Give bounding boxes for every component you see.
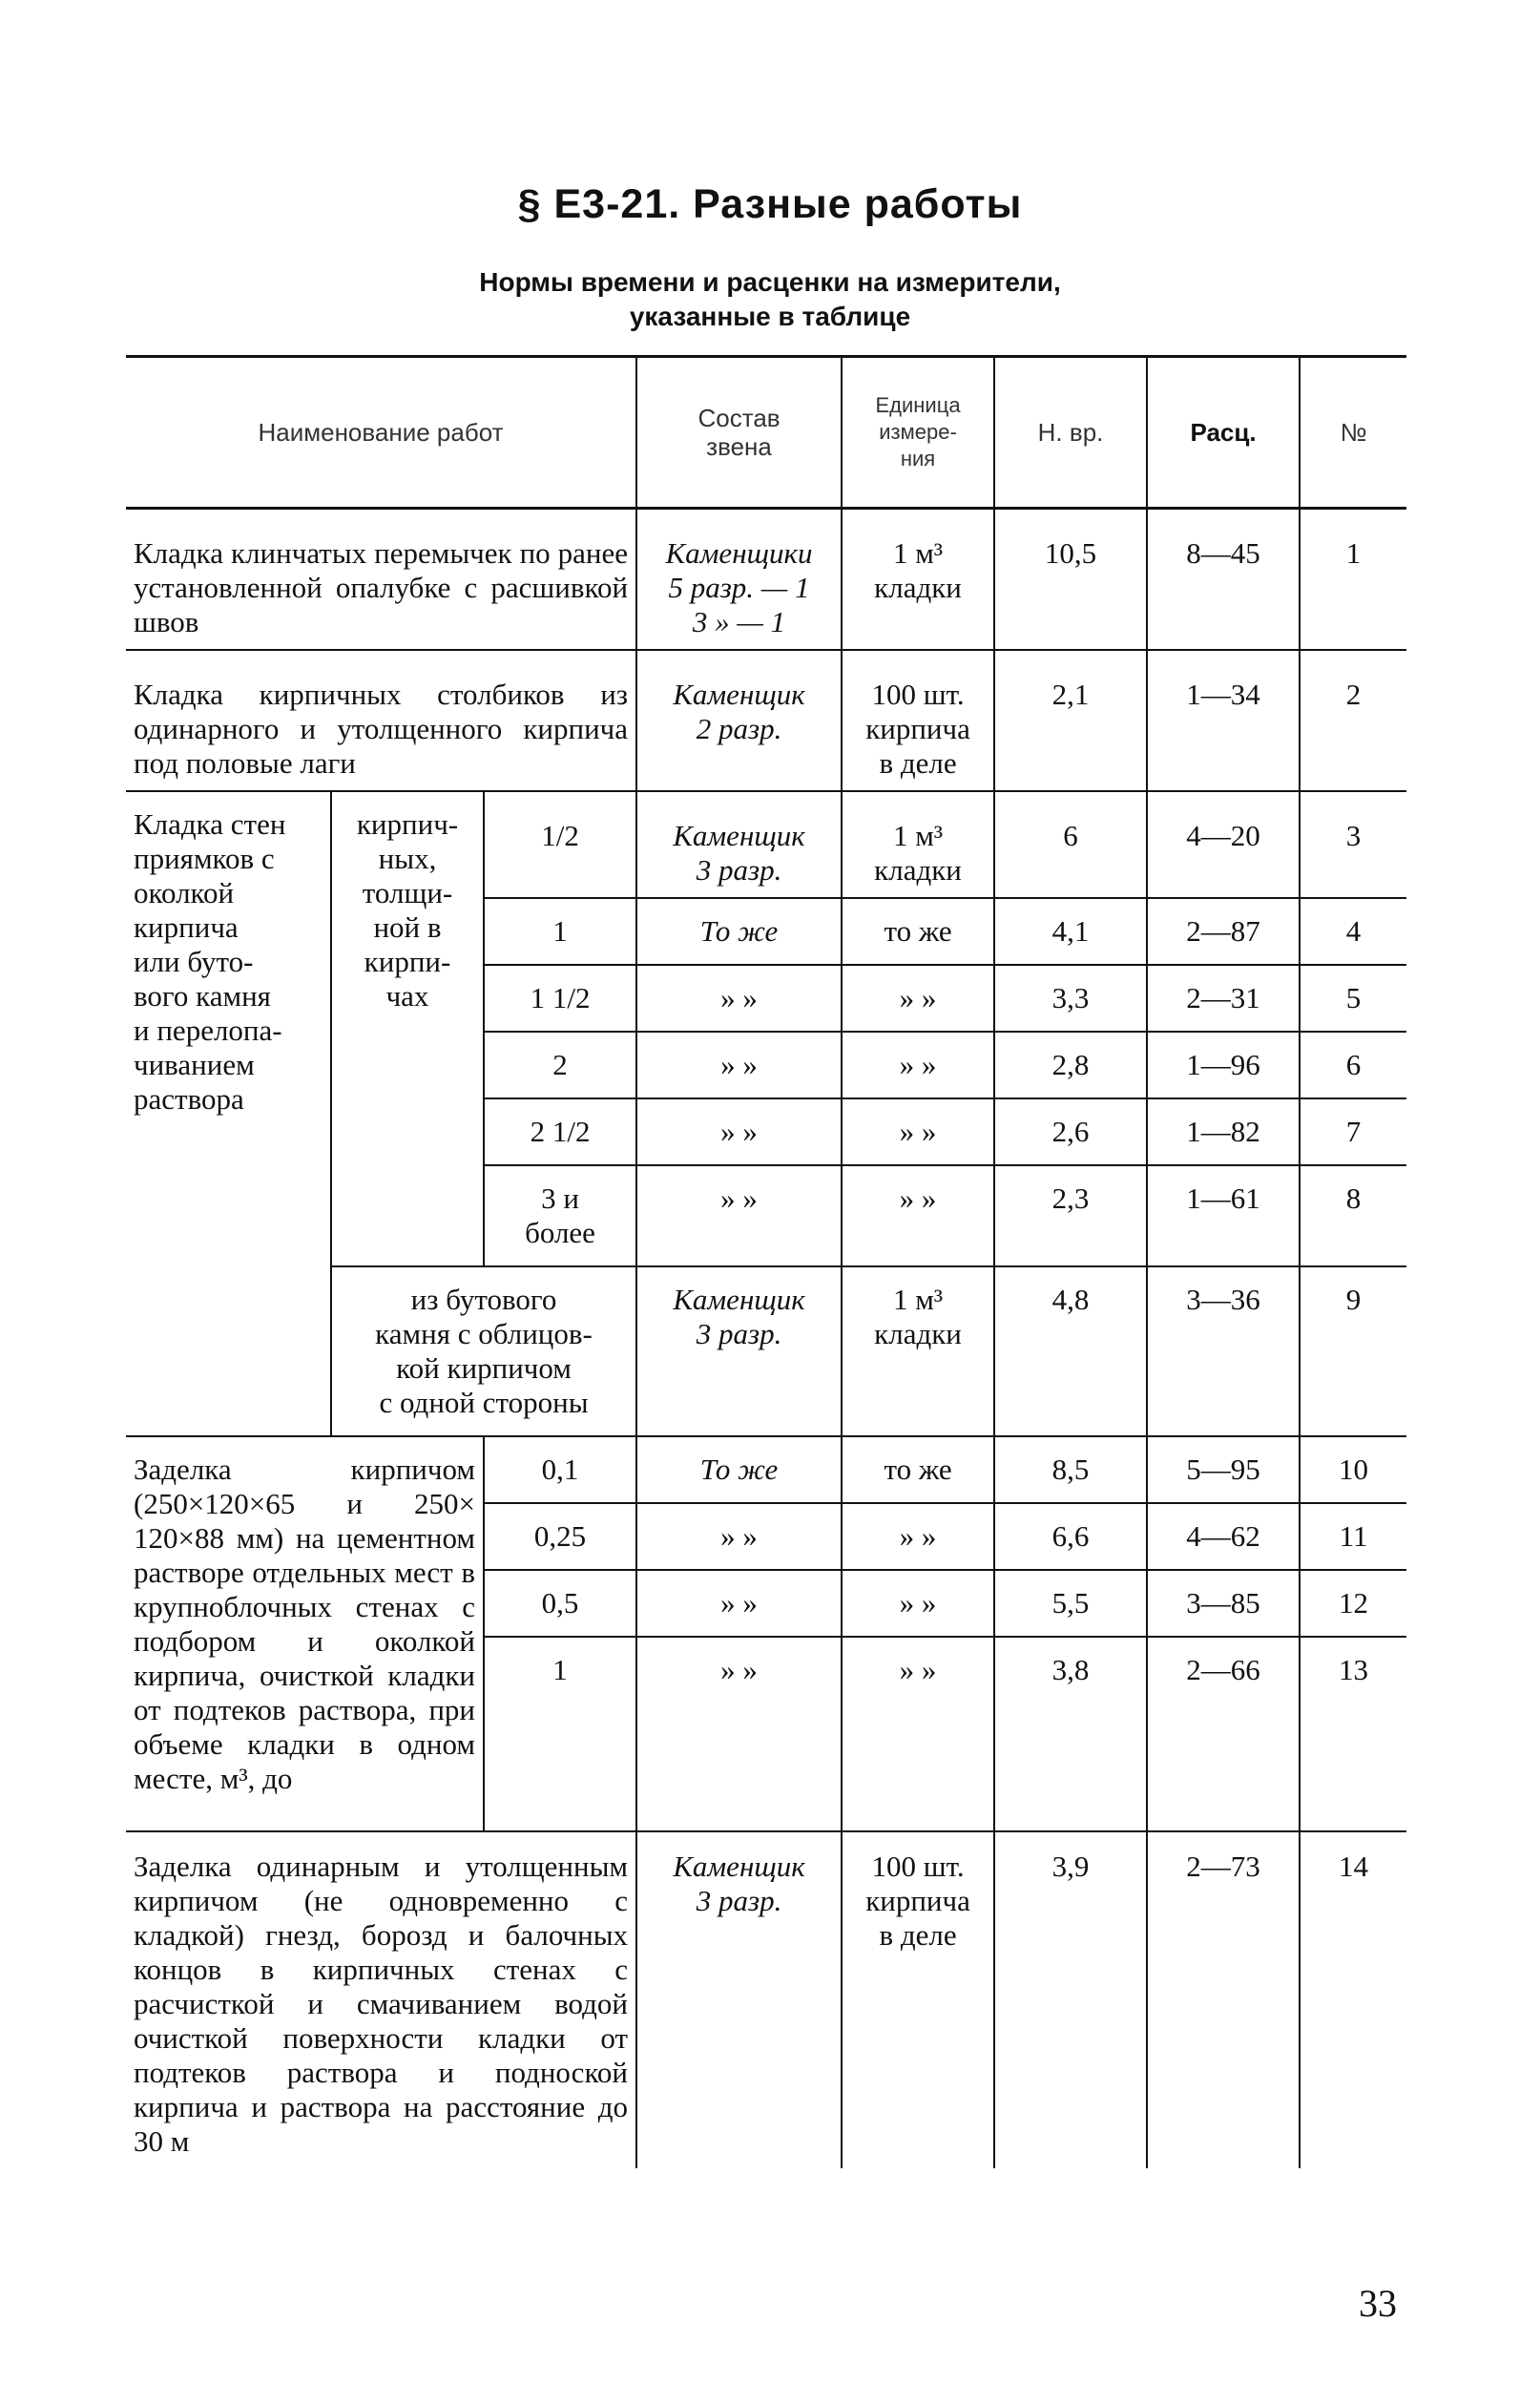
price: 1—61 [1147, 1165, 1300, 1266]
time-norm: 6,6 [994, 1503, 1147, 1570]
unit: » » [842, 1637, 994, 1831]
unit: » » [842, 1570, 994, 1637]
price: 1—34 [1147, 650, 1300, 791]
work-name: Кладка клинчатых перемычек по ранее установленной опалубке с расшивкой швов [126, 509, 636, 651]
row-number: 4 [1300, 898, 1406, 965]
unit: » » [842, 1098, 994, 1165]
time-norm: 3,3 [994, 965, 1147, 1032]
volume: 0,25 [484, 1503, 636, 1570]
row-number: 3 [1300, 791, 1406, 898]
header-crew: Состав звена [636, 357, 842, 509]
table-row [126, 650, 1406, 791]
subtitle-line-2: указанные в таблице [629, 302, 911, 331]
unit: 1 м³ кладки [842, 509, 994, 651]
time-norm: 5,5 [994, 1570, 1147, 1637]
page-number: 33 [1359, 2282, 1397, 2325]
crew: Каменщик 3 разр. [636, 1831, 842, 2168]
crew: » » [636, 965, 842, 1032]
row-number: 11 [1300, 1503, 1406, 1570]
page-title: § Е3-21. Разные работы [517, 181, 1023, 227]
thickness: 1 [484, 898, 636, 965]
unit: 100 шт. кирпича в деле [842, 650, 994, 791]
row-number: 5 [1300, 965, 1406, 1032]
price: 1—82 [1147, 1098, 1300, 1165]
crew: Каменщик 3 разр. [636, 791, 842, 898]
subtitle-line-1: Нормы времени и расценки на измерители, [479, 267, 1061, 297]
row-number: 1 [1300, 509, 1406, 651]
table-row [126, 1831, 1406, 2168]
row-number: 6 [1300, 1032, 1406, 1098]
header-num: № [1300, 357, 1406, 509]
crew: » » [636, 1570, 842, 1637]
unit: то же [842, 898, 994, 965]
time-norm: 6 [994, 791, 1147, 898]
row-number: 8 [1300, 1165, 1406, 1266]
time-norm: 8,5 [994, 1436, 1147, 1503]
unit: » » [842, 965, 994, 1032]
work-name: Заделка одинарным и утолщенным кирпичом (не одновременно с кладкой) гнезд, борозд и балочных концов в кирпичных стенах с расчисткой и смачиванием водой очисткой поверхности кладки от подтеков раствора и подноской кирпича и раствора на расстояние до 30 м [126, 1831, 636, 2168]
thickness: 2 [484, 1032, 636, 1098]
price: 3—85 [1147, 1570, 1300, 1637]
norms-table [126, 355, 1406, 2168]
unit: » » [842, 1165, 994, 1266]
time-norm: 4,1 [994, 898, 1147, 965]
price: 4—62 [1147, 1503, 1300, 1570]
thickness: 1 1/2 [484, 965, 636, 1032]
table-subtitle [0, 265, 1540, 334]
crew: Каменщик 2 разр. [636, 650, 842, 791]
rubble-stone-label: из бутового камня с облицов- кой кирпичом с одной стороны [331, 1266, 636, 1436]
work-name-walls: Кладка стен приямков с околкой кирпича или буто- вого камня и перелопа- чиванием раствора [126, 791, 331, 1436]
row-number: 13 [1300, 1637, 1406, 1831]
price: 2—31 [1147, 965, 1300, 1032]
row-number: 2 [1300, 650, 1406, 791]
header-time: Н. вр. [994, 357, 1147, 509]
row-number: 7 [1300, 1098, 1406, 1165]
time-norm: 2,1 [994, 650, 1147, 791]
time-norm: 2,3 [994, 1165, 1147, 1266]
crew: То же [636, 1436, 842, 1503]
time-norm: 4,8 [994, 1266, 1147, 1436]
unit: 100 шт. кирпича в деле [842, 1831, 994, 2168]
row-number: 10 [1300, 1436, 1406, 1503]
unit: то же [842, 1436, 994, 1503]
crew: » » [636, 1503, 842, 1570]
work-name-patch: Заделка кирпичом (250×120×65 и 250× 120×88 мм) на цементном растворе отдельных мест в крупноблочных стенах с подбором и околкой кирпича, очисткой кладки от подтеков раствора, при объеме кладки в одном месте, м³, до [126, 1436, 484, 1831]
row-number: 9 [1300, 1266, 1406, 1436]
table-row [126, 791, 1406, 898]
header-name: Наименование работ [126, 357, 636, 509]
brick-thickness-label: кирпич- ных, толщи- ной в кирпи- чах [331, 791, 484, 1266]
table-header-row [126, 357, 1406, 509]
time-norm: 10,5 [994, 509, 1147, 651]
volume: 1 [484, 1637, 636, 1831]
crew: » » [636, 1098, 842, 1165]
crew: Каменщики 5 разр. — 1 3 » — 1 [636, 509, 842, 651]
volume: 0,1 [484, 1436, 636, 1503]
price: 2—66 [1147, 1637, 1300, 1831]
header-price: Расц. [1147, 357, 1300, 509]
price: 5—95 [1147, 1436, 1300, 1503]
crew: Каменщик 3 разр. [636, 1266, 842, 1436]
unit: 1 м³ кладки [842, 1266, 994, 1436]
row-number: 12 [1300, 1570, 1406, 1637]
crew: » » [636, 1165, 842, 1266]
time-norm: 2,8 [994, 1032, 1147, 1098]
row-number: 14 [1300, 1831, 1406, 2168]
time-norm: 3,8 [994, 1637, 1147, 1831]
table-row [126, 509, 1406, 651]
price: 2—87 [1147, 898, 1300, 965]
unit: » » [842, 1032, 994, 1098]
unit: » » [842, 1503, 994, 1570]
work-name: Кладка кирпичных столбиков из одинарного и утолщенного кирпича под половые лаги [126, 650, 636, 791]
thickness: 1/2 [484, 791, 636, 898]
crew: » » [636, 1637, 842, 1831]
thickness: 2 1/2 [484, 1098, 636, 1165]
thickness: 3 и более [484, 1165, 636, 1266]
price: 4—20 [1147, 791, 1300, 898]
crew: То же [636, 898, 842, 965]
time-norm: 2,6 [994, 1098, 1147, 1165]
price: 1—96 [1147, 1032, 1300, 1098]
price: 3—36 [1147, 1266, 1300, 1436]
table-row [126, 1436, 1406, 1503]
volume: 0,5 [484, 1570, 636, 1637]
time-norm: 3,9 [994, 1831, 1147, 2168]
unit: 1 м³ кладки [842, 791, 994, 898]
price: 8—45 [1147, 509, 1300, 651]
price: 2—73 [1147, 1831, 1300, 2168]
crew: » » [636, 1032, 842, 1098]
header-unit: Единица измере- ния [842, 357, 994, 509]
